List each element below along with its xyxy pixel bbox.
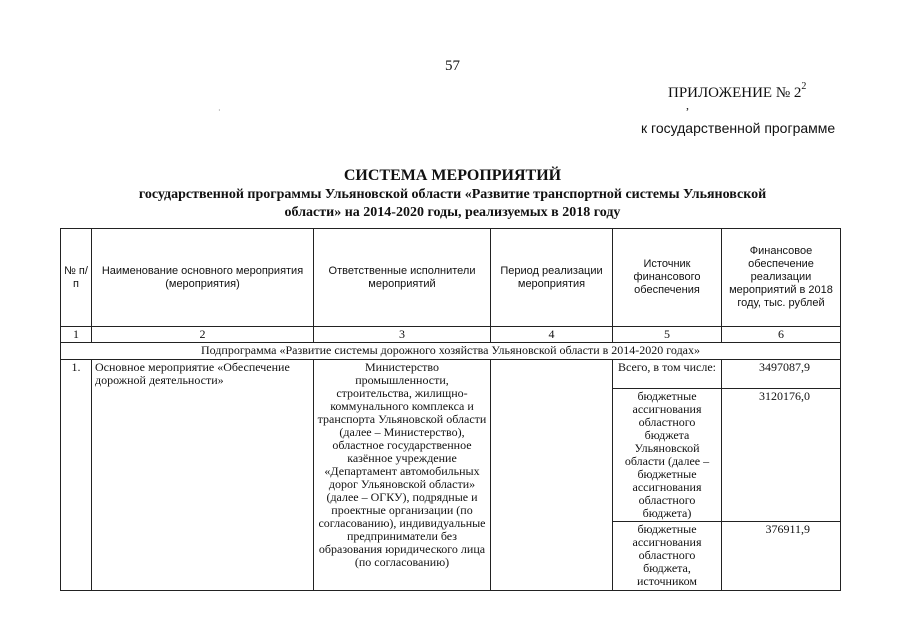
appendix-superscript: 2 xyxy=(801,81,807,92)
amount-regional-budget: 3120176,0 xyxy=(722,389,841,522)
document-title: СИСТЕМА МЕРОПРИЯТИЙ xyxy=(343,167,562,184)
appendix-comma: , xyxy=(686,98,689,112)
amount-total: 3497087,9 xyxy=(722,360,841,389)
header-financing: Финансовое обеспечение реализации мероприятий в 2018 году, тыс. рублей xyxy=(722,229,841,327)
scan-speck: · xyxy=(218,106,221,115)
document-subtitle: государственной программы Ульяновской области «Развитие транспортной системы Ульяновской области» на 2014-2020 годы, реализуемых в 2018 году xyxy=(138,187,767,220)
row-number: 1. xyxy=(61,360,92,591)
column-number: 3 xyxy=(314,327,491,343)
source-regional-budget-other: бюджетные ассигнования областного бюджета, источником xyxy=(613,522,722,591)
table-header-row xyxy=(61,229,841,327)
column-number-row xyxy=(61,327,841,343)
row-executors: Министерство промышленности, строительства, жилищно-коммунального комплекса и транспорта Ульяновской области (далее – Министерство), областное государственное казённое учреждение «Департамент автомобильных дорог Ульяновской области» (далее – ОГКУ), подрядные и проектные организации (по согласованию), индивидуальные предприниматели без образования юридического лица (по согласованию) xyxy=(314,360,491,591)
column-number: 5 xyxy=(613,327,722,343)
subprogram-row xyxy=(61,343,841,360)
row-measure-name: Основное мероприятие «Обеспечение дорожной деятельности» xyxy=(92,360,314,591)
amount-regional-budget-other: 376911,9 xyxy=(722,522,841,591)
page-number: 57 xyxy=(445,58,460,74)
header-number: № п/п xyxy=(61,229,92,327)
subprogram-title: Подпрограмма «Развитие системы дорожного хозяйства Ульяновской области в 2014-2020 годах» xyxy=(61,343,841,360)
column-number: 4 xyxy=(491,327,613,343)
column-number: 1 xyxy=(61,327,92,343)
column-number: 6 xyxy=(722,327,841,343)
column-number: 2 xyxy=(92,327,314,343)
appendix-label-text: ПРИЛОЖЕНИЕ № 2 xyxy=(668,85,802,101)
source-regional-budget: бюджетные ассигнования областного бюджета Ульяновской области (далее – бюджетные ассигнования областного бюджета) xyxy=(613,389,722,522)
row-period xyxy=(491,360,613,591)
header-source: Источник финансового обеспечения xyxy=(613,229,722,327)
header-period: Период реализации мероприятия xyxy=(491,229,613,327)
appendix-subtitle: к государственной программе xyxy=(641,120,836,136)
measures-table xyxy=(60,228,841,591)
header-executors: Ответственные исполнители мероприятий xyxy=(314,229,491,327)
title-block xyxy=(0,166,905,222)
header-measure-name: Наименование основного мероприятия (мероприятия) xyxy=(92,229,314,327)
table-row xyxy=(61,360,841,389)
source-total: Всего, в том числе: xyxy=(613,360,722,389)
